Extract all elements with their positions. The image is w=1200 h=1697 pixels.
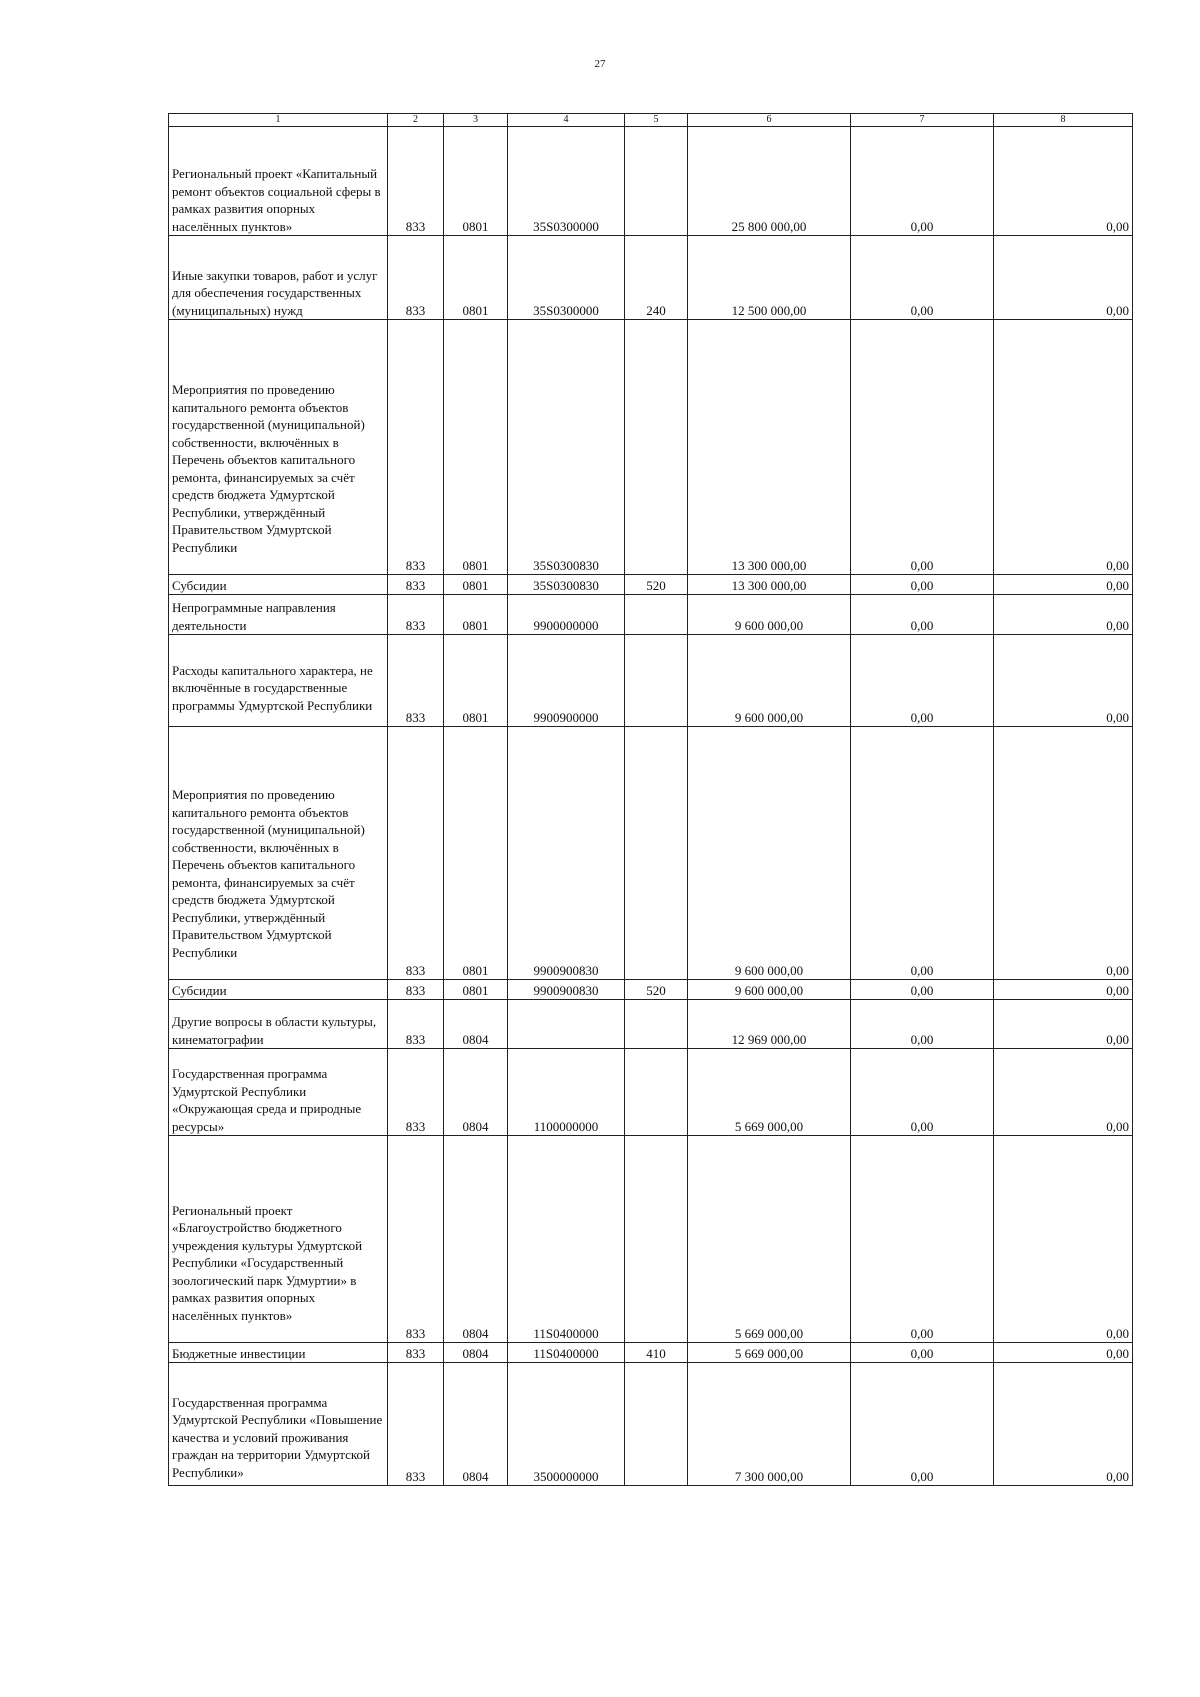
cell-value-8: 0,00 bbox=[994, 980, 1133, 1000]
cell-code-4: 3500000000 bbox=[508, 1363, 625, 1486]
cell-amount: 12 969 000,00 bbox=[688, 1000, 851, 1049]
cell-code-2: 833 bbox=[388, 236, 444, 320]
row-name: Государственная программа Удмуртской Республики «Повышение качества и условий проживания граждан на территории Удмуртской Республики» bbox=[169, 1363, 388, 1486]
table-row bbox=[169, 980, 1133, 1000]
cell-code-2: 833 bbox=[388, 727, 444, 980]
header-cell: 7 bbox=[851, 114, 994, 127]
cell-code-4: 35S0300830 bbox=[508, 575, 625, 595]
cell-code-2: 833 bbox=[388, 1136, 444, 1343]
cell-amount: 13 300 000,00 bbox=[688, 575, 851, 595]
cell-code-4 bbox=[508, 1000, 625, 1049]
table-row bbox=[169, 1363, 1133, 1486]
cell-code-3: 0801 bbox=[444, 236, 508, 320]
cell-code-2: 833 bbox=[388, 635, 444, 727]
row-name: Региональный проект «Капитальный ремонт объектов социальной сферы в рамках развития опорных населённых пунктов» bbox=[169, 127, 388, 236]
cell-code-4: 35S0300000 bbox=[508, 236, 625, 320]
cell-value-7: 0,00 bbox=[851, 236, 994, 320]
cell-code-2: 833 bbox=[388, 595, 444, 635]
header-cell: 2 bbox=[388, 114, 444, 127]
cell-value-8: 0,00 bbox=[994, 575, 1133, 595]
cell-value-7: 0,00 bbox=[851, 1049, 994, 1136]
cell-value-8: 0,00 bbox=[994, 1363, 1133, 1486]
header-cell: 8 bbox=[994, 114, 1133, 127]
cell-code-3: 0801 bbox=[444, 635, 508, 727]
cell-amount: 7 300 000,00 bbox=[688, 1363, 851, 1486]
cell-code-5: 520 bbox=[625, 980, 688, 1000]
cell-value-7: 0,00 bbox=[851, 980, 994, 1000]
cell-code-5 bbox=[625, 635, 688, 727]
cell-code-4: 35S0300000 bbox=[508, 127, 625, 236]
cell-code-5: 240 bbox=[625, 236, 688, 320]
cell-amount: 9 600 000,00 bbox=[688, 980, 851, 1000]
cell-value-7: 0,00 bbox=[851, 320, 994, 575]
cell-code-3: 0804 bbox=[444, 1363, 508, 1486]
cell-code-3: 0804 bbox=[444, 1136, 508, 1343]
table-row bbox=[169, 575, 1133, 595]
cell-value-7: 0,00 bbox=[851, 727, 994, 980]
cell-value-7: 0,00 bbox=[851, 1363, 994, 1486]
row-name: Бюджетные инвестиции bbox=[169, 1343, 388, 1363]
cell-value-7: 0,00 bbox=[851, 635, 994, 727]
cell-code-2: 833 bbox=[388, 980, 444, 1000]
table-row bbox=[169, 320, 1133, 575]
cell-code-4: 11S0400000 bbox=[508, 1136, 625, 1343]
table-row bbox=[169, 727, 1133, 980]
cell-code-2: 833 bbox=[388, 1000, 444, 1049]
cell-amount: 5 669 000,00 bbox=[688, 1049, 851, 1136]
cell-value-7: 0,00 bbox=[851, 1136, 994, 1343]
header-cell: 1 bbox=[169, 114, 388, 127]
cell-amount: 9 600 000,00 bbox=[688, 635, 851, 727]
budget-table bbox=[168, 113, 1133, 1486]
cell-value-8: 0,00 bbox=[994, 727, 1133, 980]
cell-amount: 12 500 000,00 bbox=[688, 236, 851, 320]
cell-value-8: 0,00 bbox=[994, 1000, 1133, 1049]
row-name: Мероприятия по проведению капитального ремонта объектов государственной (муниципальной) собственности, включённых в Перечень объектов капитального ремонта, финансируемых за счёт средств бюджета Удмуртской Республики, утверждённый Правительством Удмуртской Республики bbox=[169, 320, 388, 575]
cell-code-5 bbox=[625, 320, 688, 575]
cell-code-4: 9900900830 bbox=[508, 980, 625, 1000]
cell-amount: 5 669 000,00 bbox=[688, 1136, 851, 1343]
table-row bbox=[169, 1000, 1133, 1049]
table-row bbox=[169, 127, 1133, 236]
cell-code-3: 0801 bbox=[444, 127, 508, 236]
cell-code-4: 9900000000 bbox=[508, 595, 625, 635]
cell-code-3: 0801 bbox=[444, 595, 508, 635]
cell-value-7: 0,00 bbox=[851, 1343, 994, 1363]
cell-value-8: 0,00 bbox=[994, 1343, 1133, 1363]
cell-code-2: 833 bbox=[388, 320, 444, 575]
cell-value-7: 0,00 bbox=[851, 595, 994, 635]
cell-code-5 bbox=[625, 1049, 688, 1136]
cell-code-3: 0804 bbox=[444, 1000, 508, 1049]
cell-code-2: 833 bbox=[388, 127, 444, 236]
table-row bbox=[169, 635, 1133, 727]
cell-code-3: 0801 bbox=[444, 575, 508, 595]
cell-code-3: 0804 bbox=[444, 1343, 508, 1363]
cell-amount: 9 600 000,00 bbox=[688, 595, 851, 635]
table-row bbox=[169, 1136, 1133, 1343]
cell-code-4: 9900900000 bbox=[508, 635, 625, 727]
cell-value-7: 0,00 bbox=[851, 1000, 994, 1049]
cell-value-8: 0,00 bbox=[994, 127, 1133, 236]
page-number: 27 bbox=[594, 58, 606, 70]
row-name: Иные закупки товаров, работ и услуг для обеспечения государственных (муниципальных) нужд bbox=[169, 236, 388, 320]
cell-code-3: 0801 bbox=[444, 320, 508, 575]
cell-code-5 bbox=[625, 595, 688, 635]
cell-code-5 bbox=[625, 1363, 688, 1486]
header-row bbox=[169, 114, 1133, 127]
cell-code-3: 0801 bbox=[444, 980, 508, 1000]
cell-code-5: 410 bbox=[625, 1343, 688, 1363]
cell-amount: 9 600 000,00 bbox=[688, 727, 851, 980]
cell-code-4: 1100000000 bbox=[508, 1049, 625, 1136]
cell-code-2: 833 bbox=[388, 1363, 444, 1486]
cell-value-7: 0,00 bbox=[851, 127, 994, 236]
table-row bbox=[169, 1049, 1133, 1136]
row-name: Расходы капитального характера, не включённые в государственные программы Удмуртской Республики bbox=[169, 635, 388, 727]
cell-value-8: 0,00 bbox=[994, 1049, 1133, 1136]
cell-code-2: 833 bbox=[388, 1343, 444, 1363]
cell-code-4: 9900900830 bbox=[508, 727, 625, 980]
cell-code-2: 833 bbox=[388, 1049, 444, 1136]
cell-value-7: 0,00 bbox=[851, 575, 994, 595]
cell-code-5 bbox=[625, 1000, 688, 1049]
table-row bbox=[169, 595, 1133, 635]
cell-value-8: 0,00 bbox=[994, 635, 1133, 727]
cell-code-2: 833 bbox=[388, 575, 444, 595]
cell-code-3: 0801 bbox=[444, 727, 508, 980]
cell-amount: 5 669 000,00 bbox=[688, 1343, 851, 1363]
header-cell: 6 bbox=[688, 114, 851, 127]
row-name: Другие вопросы в области культуры, кинематографии bbox=[169, 1000, 388, 1049]
row-name: Субсидии bbox=[169, 980, 388, 1000]
cell-value-8: 0,00 bbox=[994, 595, 1133, 635]
cell-amount: 25 800 000,00 bbox=[688, 127, 851, 236]
table-row bbox=[169, 1343, 1133, 1363]
cell-value-8: 0,00 bbox=[994, 320, 1133, 575]
cell-value-8: 0,00 bbox=[994, 1136, 1133, 1343]
header-cell: 5 bbox=[625, 114, 688, 127]
row-name: Государственная программа Удмуртской Республики «Окружающая среда и природные ресурсы» bbox=[169, 1049, 388, 1136]
cell-code-5 bbox=[625, 727, 688, 980]
header-cell: 4 bbox=[508, 114, 625, 127]
row-name: Непрограммные направления деятельности bbox=[169, 595, 388, 635]
cell-amount: 13 300 000,00 bbox=[688, 320, 851, 575]
row-name: Региональный проект «Благоустройство бюджетного учреждения культуры Удмуртской Республики «Государственный зоологический парк Удмуртии» в рамках развития опорных населённых пунктов» bbox=[169, 1136, 388, 1343]
header-cell: 3 bbox=[444, 114, 508, 127]
cell-code-5 bbox=[625, 1136, 688, 1343]
cell-code-4: 35S0300830 bbox=[508, 320, 625, 575]
cell-code-5 bbox=[625, 127, 688, 236]
row-name: Субсидии bbox=[169, 575, 388, 595]
table-row bbox=[169, 236, 1133, 320]
cell-code-5: 520 bbox=[625, 575, 688, 595]
cell-code-4: 11S0400000 bbox=[508, 1343, 625, 1363]
cell-code-3: 0804 bbox=[444, 1049, 508, 1136]
cell-value-8: 0,00 bbox=[994, 236, 1133, 320]
row-name: Мероприятия по проведению капитального ремонта объектов государственной (муниципальной) собственности, включённых в Перечень объектов капитального ремонта, финансируемых за счёт средств бюджета Удмуртской Республики, утверждённый Правительством Удмуртской Республики bbox=[169, 727, 388, 980]
